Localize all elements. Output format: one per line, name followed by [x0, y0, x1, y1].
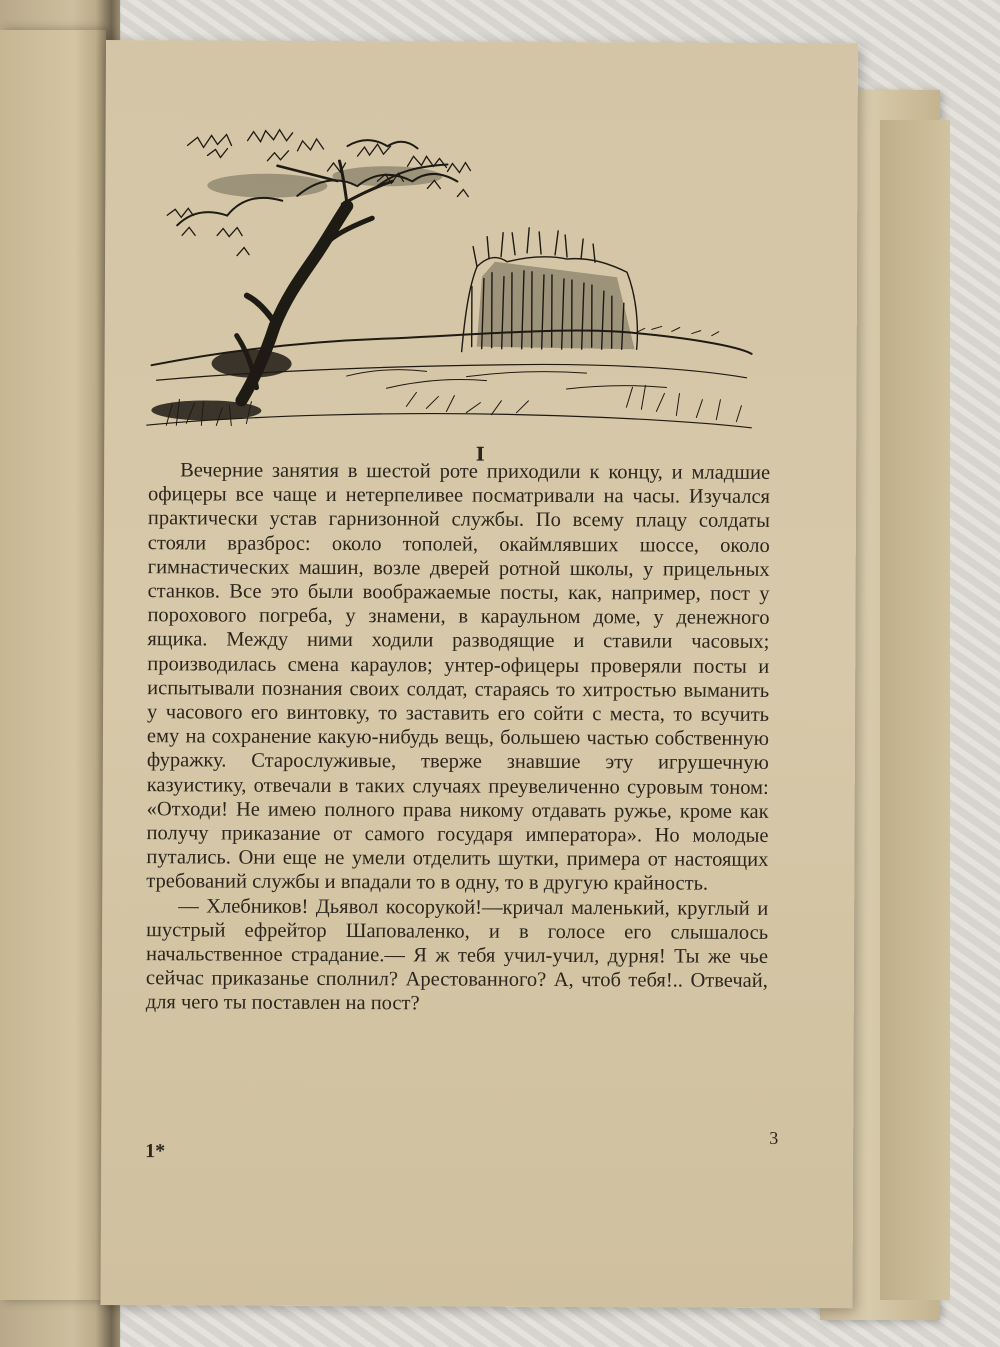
page-number: 3: [769, 1127, 779, 1148]
paragraph: — Хлебников! Дьявол косорукой!—кричал маленький, круглый и шустрый ефрейтор Шаповаленко, и в голосе его слышалось начальственное страдание.— Я ж тебя учил-учил, дурня! Ты же чье сейчас приказанье сполнил? Арестованного? А, чтоб тебя!.. Отвечай, для чего ты поставлен на пост?: [145, 894, 769, 1015]
left-page: [0, 30, 106, 1300]
signature-mark: 1*: [145, 1140, 166, 1163]
body-text: [146, 458, 770, 1017]
book-page: [100, 40, 858, 1308]
page-stack-edge-back: [880, 120, 950, 1300]
chapter-illustration: [146, 125, 757, 438]
chapter-number: I: [475, 443, 485, 466]
paragraph: Вечерние занятия в шестой роте приходили к концу, и младшие офицеры все чаще и нетерпеливее посматривали на часы. Изучался практически устав гарнизонной службы. По всему плацу солдаты стояли вразброс: около тополей, окаймлявших шоссе, около гимнастических машин, возле дверей ротной школы, у прицельных станков. Все это были воображаемые посты, как, например, пост у порохового погреба, у знамени, в караульном доме, у денежного ящика. Между ними ходили разводящие и ставили часовых; производилась смена караулов; унтер-офицеры проверяли посты и испытывали познания своих солдат, стараясь то хитростью выманить у часового его винтовку, то заставить его сойти с места, то всучить ему на сохранение какую-нибудь вещь, большею частью собственную фуражку. Старослуживые, тверже знавшие эту игрушечную казуистику, отвечали в таких случаях преувеличенно суровым тоном: «Отходи! Не имею полного права никому отдавать ружье, кроме как получу приказание от самого государя императора». Но молодые путались. Они еще не умели отделить шутки, примера от настоящих требований службы и впадали то в одну, то в другую крайность.: [146, 459, 771, 896]
